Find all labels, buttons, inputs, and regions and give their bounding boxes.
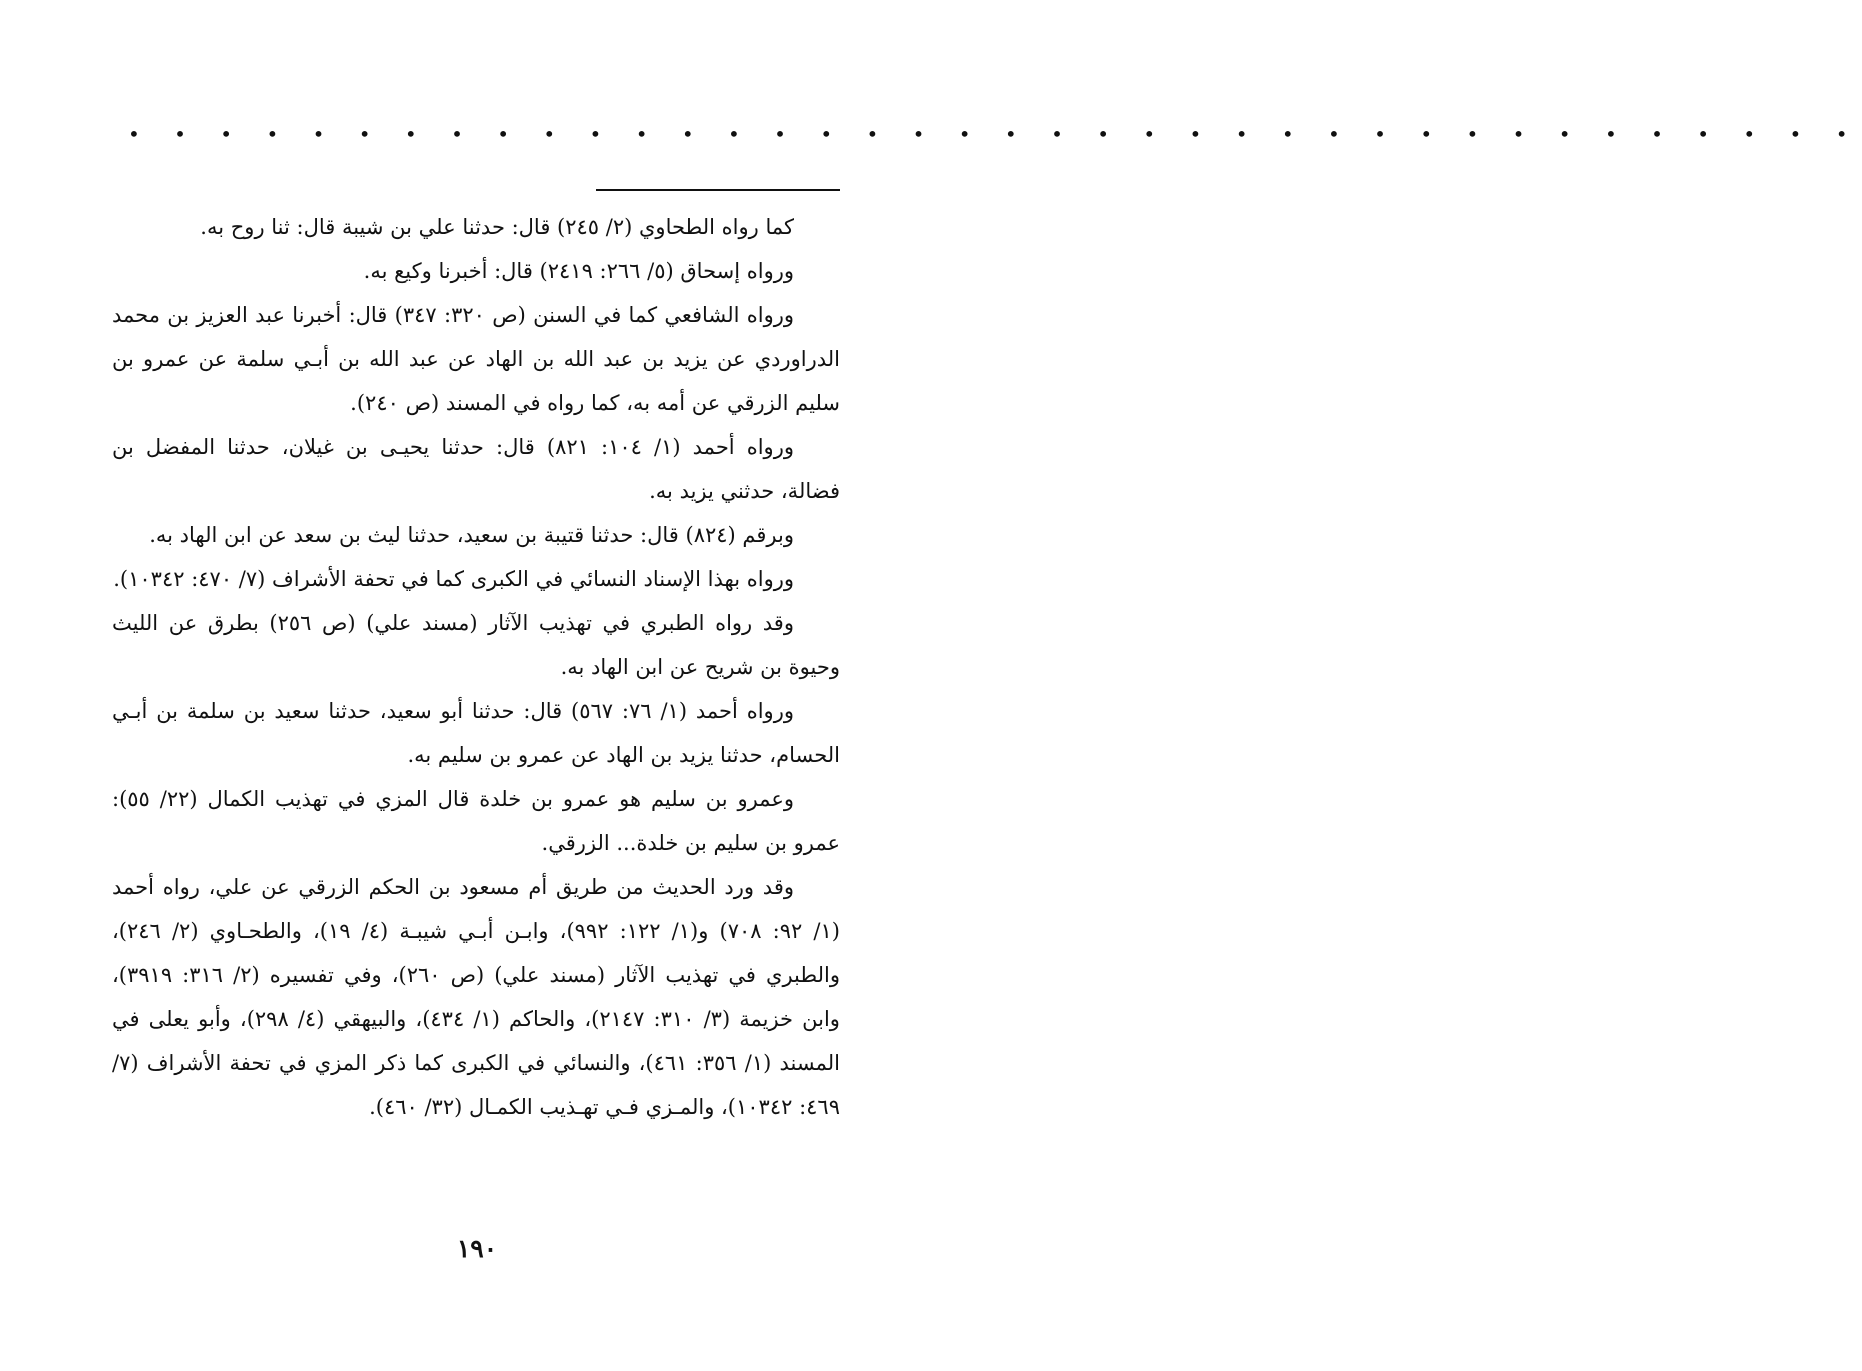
paragraph: كما رواه الطحاوي (٢/ ٢٤٥) قال: حدثنا علي بن شيبة قال: ثنا روح به.	[200, 215, 794, 239]
paragraph: ورواه إسحاق (٥/ ٢٦٦: ٢٤١٩) قال: أخبرنا وكيع به.	[363, 259, 794, 283]
footnote-text-block	[112, 205, 840, 1129]
paragraph: وعمرو بن سليم هو عمرو بن خلدة قال المزي في تهذيب الكمال (٢٢/ ٥٥): عمرو بن سليم بن خلدة... الزرقي.	[112, 787, 840, 855]
paragraph: ورواه الشافعي كما في السنن (ص ٣٢٠: ٣٤٧) قال: أخبرنا عبد العزيز بن محمد الدراوردي عن يزيد بن عبد الله بن الهاد عن عبد الله بن أبـي سلمة عن عمرو بن سليم الزرقي عن أمه به، كما رواه في المسند (ص ٢٤٠).	[112, 303, 840, 415]
paragraph: ورواه أحمد (١/ ٧٦: ٥٦٧) قال: حدثنا أبو سعيد، حدثنا سعيد بن سلمة بن أبـي الحسام، حدثنا يزيد بن الهاد عن عمرو بن سليم به.	[112, 699, 840, 767]
footnote-rule	[596, 189, 840, 191]
paragraph: وبرقم (٨٢٤) قال: حدثنا قتيبة بن سعيد، حدثنا ليث بن سعد عن ابن الهاد به.	[149, 523, 794, 547]
paragraph: وقد ورد الحديث من طريق أم مسعود بن الحكم الزرقي عن علي، رواه أحمد (١/ ٩٢: ٧٠٨) و(١/ ١٢٢: ٩٩٢)، وابـن أبـي شيبـة (٤/ ١٩)، والطحـاوي (٢/ ٢٤٦)، والطبري في تهذيب الآثار (مسند علي) (ص ٢٦٠)، وفي تفسيره (٢/ ٣١٦: ٣٩١٩)، وابن خزيمة (٣/ ٣١٠: ٢١٤٧)، والحاكم (١/ ٤٣٤)، والبيهقي (٤/ ٢٩٨)، وأبو يعلى في المسند (١/ ٣٥٦: ٤٦١)، والنسائي في الكبرى كما ذكر المزي في تحفة الأشراف (٧/ ٤٦٩: ١٠٣٤٢)، والمـزي فـي تهـذيب الكمـال (٣٢/ ٤٦٠).	[112, 875, 840, 1119]
paragraph: ورواه أحمد (١/ ١٠٤: ٨٢١) قال: حدثنا يحيـى بن غيلان، حدثنا المفضل بن فضالة، حدثني يزيد به.	[112, 435, 840, 503]
dotted-separator: • • • • • • • • • • • • • • • • • • • • • • • • • • • • • • • • • • • • • •	[128, 122, 1862, 146]
page-number: ١٩٠	[456, 1234, 498, 1263]
paragraph: وقد رواه الطبري في تهذيب الآثار (مسند علي) (ص ٢٥٦) بطرق عن الليث وحيوة بن شريح عن ابن الهاد به.	[112, 611, 840, 679]
paragraph: ورواه بهذا الإسناد النسائي في الكبرى كما في تحفة الأشراف (٧/ ٤٧٠: ١٠٣٤٢).	[113, 567, 794, 591]
